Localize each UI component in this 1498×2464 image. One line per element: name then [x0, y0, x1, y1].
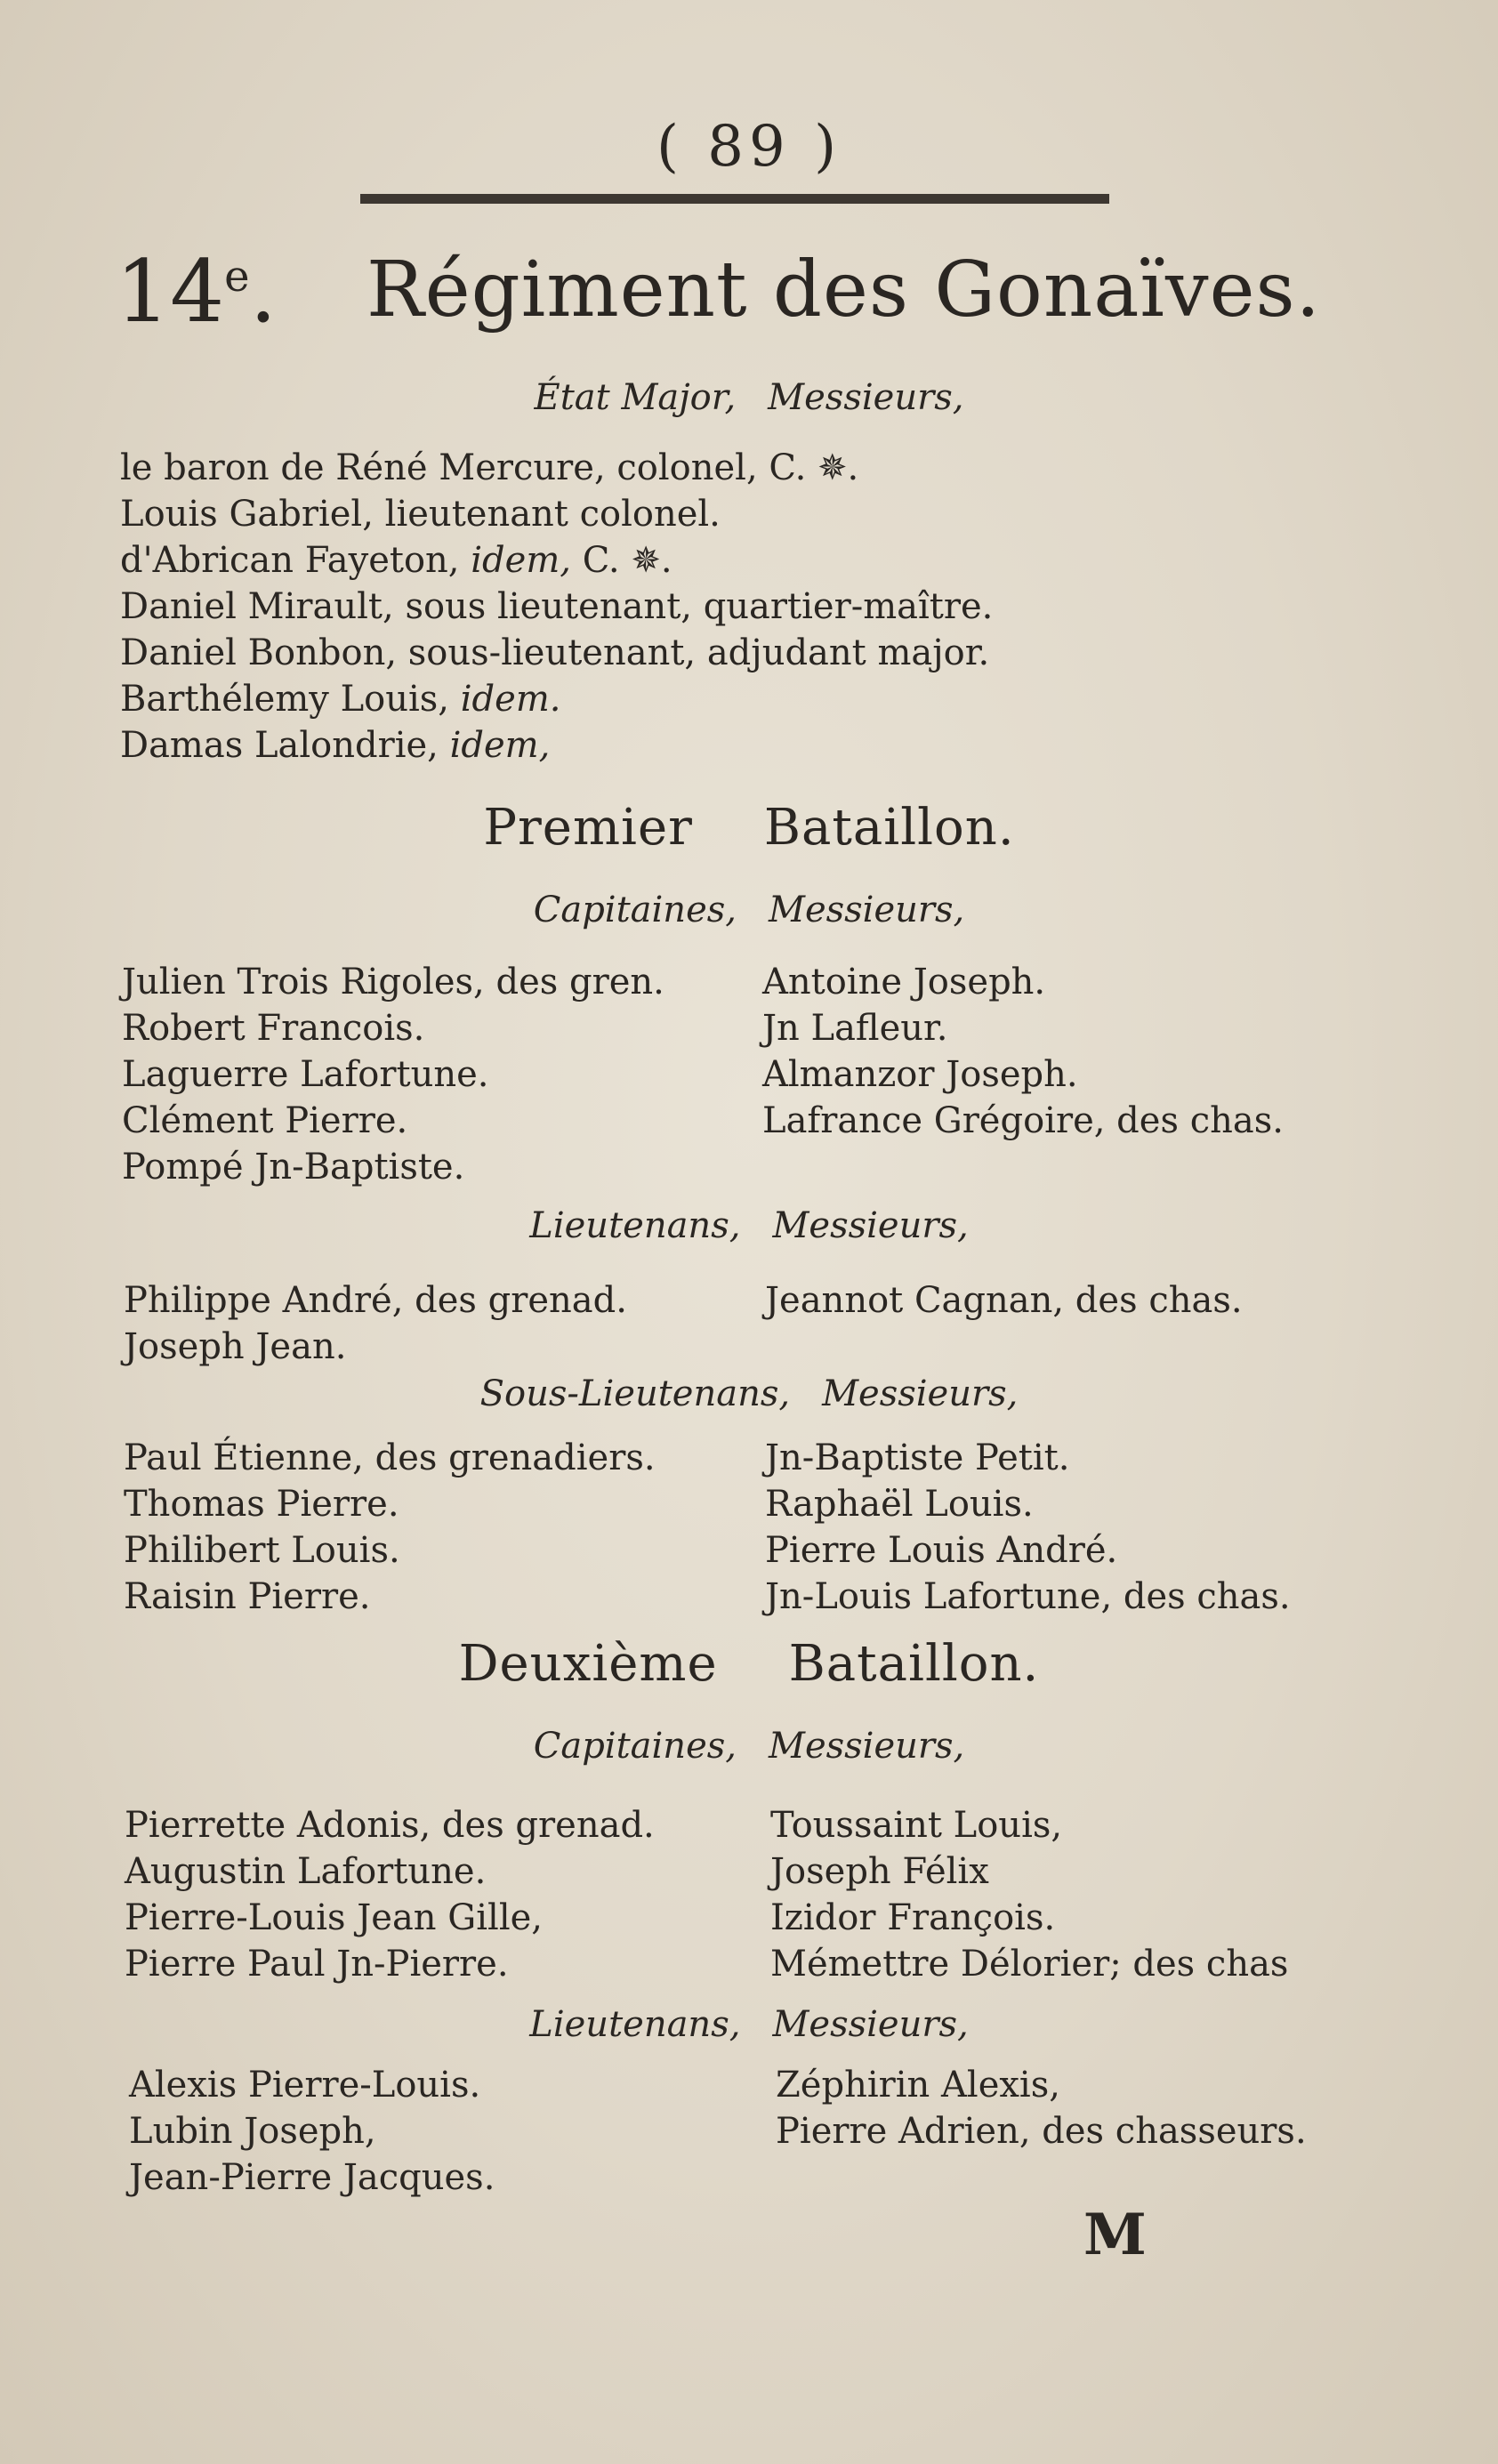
capitaines-heading-1: Capitaines, Messieurs, [533, 890, 965, 930]
list-item: Daniel Bonbon, sous-lieutenant, adjudant major. [120, 632, 990, 673]
list-item: Pierrette Adonis, des grenad. [125, 1805, 655, 1846]
regiment-number [116, 242, 278, 342]
lieutenans-2-left [129, 2062, 495, 2201]
sous-lieutenans-left [124, 1435, 656, 1620]
premier-bataillon-heading [0, 799, 1498, 857]
list-item: Raphaël Louis. [765, 1484, 1034, 1525]
list-item: Mémettre Délorier; des chas [770, 1944, 1289, 1985]
list-item: Philibert Louis. [124, 1530, 400, 1571]
etat-major-list [120, 445, 993, 769]
list-item: le baron de Réné Mercure, colonel, C. ✵. [120, 447, 859, 488]
list-item: Pompé Jn-Baptiste. [122, 1147, 465, 1188]
list-item: Louis Gabriel, lieutenant colonel. [120, 494, 721, 535]
etat-major-heading [0, 377, 1498, 418]
capitaines-heading-2: Capitaines, Messieurs, [533, 1726, 965, 1767]
list-item: Jeannot Cagnan, des chas. [765, 1280, 1243, 1321]
lieutenans-1-left [124, 1277, 627, 1370]
list-item: Barthélemy Louis, idem. [120, 679, 561, 720]
list-item: Pierre Adrien, des chasseurs. [776, 2111, 1307, 2152]
capitaines-1-right [762, 959, 1284, 1144]
capitaines-2-left [125, 1802, 655, 1987]
list-item: Antoine Joseph. [762, 962, 1046, 1003]
sous-lieutenans-right [765, 1435, 1291, 1620]
regiment-title: Régiment des Gonaïves. [366, 246, 1321, 334]
list-item: Jn Lafleur. [762, 1008, 948, 1049]
etat-major-label: État Major, [534, 377, 737, 418]
lieutenans-heading-2: Lieutenans, Messieurs, [529, 2004, 969, 2045]
header-rule [360, 194, 1109, 204]
etat-major-messieurs: Messieurs, [768, 377, 964, 418]
legion-star-icon: ✵. [817, 447, 859, 488]
list-item: Jean-Pierre Jacques. [129, 2157, 495, 2198]
list-item: Lafrance Grégoire, des chas. [762, 1100, 1284, 1141]
list-item: Laguerre Lafortune. [122, 1054, 489, 1095]
list-item: Lubin Joseph, [129, 2111, 376, 2152]
regiment-number-value: 14 [116, 242, 225, 342]
legion-star-icon: ✵. [631, 540, 672, 581]
list-item: Pierre Paul Jn-Pierre. [125, 1944, 509, 1985]
list-item: Pierre Louis André. [765, 1530, 1118, 1571]
capitaines-1-left [122, 959, 664, 1190]
page-number: ( 89 ) [656, 114, 842, 180]
deuxieme-bataillon-heading [0, 1635, 1498, 1693]
lieutenans-heading-1: Lieutenans, Messieurs, [529, 1205, 969, 1246]
signature-mark: M [1083, 2202, 1147, 2268]
list-item: Paul Étienne, des grenadiers. [124, 1437, 656, 1478]
regiment-number-suffix: e [224, 252, 250, 302]
sous-lieutenans-heading: Sous-Lieutenans, Messieurs, [479, 1373, 1019, 1414]
list-item: Toussaint Louis, [770, 1805, 1063, 1846]
lieutenans-2-right [776, 2062, 1307, 2154]
list-item: Pierre-Louis Jean Gille, [125, 1897, 543, 1938]
list-item: Daniel Mirault, sous lieutenant, quartier-maître. [120, 586, 994, 627]
list-item: Almanzor Joseph. [762, 1054, 1078, 1095]
premier-label: Premier [483, 799, 693, 857]
capitaines-2-right [770, 1802, 1288, 1987]
list-item: Thomas Pierre. [124, 1484, 399, 1525]
list-item: Philippe André, des grenad. [124, 1280, 627, 1321]
regiment-number-dot: . [249, 242, 278, 342]
list-item: Jn-Baptiste Petit. [765, 1437, 1070, 1478]
list-item: Augustin Lafortune. [125, 1851, 487, 1892]
list-item: Clément Pierre. [122, 1100, 408, 1141]
list-item: Zéphirin Alexis, [776, 2065, 1060, 2106]
list-item: Jn-Louis Lafortune, des chas. [765, 1576, 1291, 1617]
list-item: Damas Lalondrie, idem, [120, 725, 551, 766]
list-item: Izidor François. [770, 1897, 1056, 1938]
list-item: d'Abrican Fayeton, idem, C. ✵. [120, 540, 672, 581]
lieutenans-1-right [765, 1277, 1243, 1324]
bataillon-label: Bataillon. [763, 799, 1015, 857]
list-item: Joseph Félix [770, 1851, 989, 1892]
list-item: Alexis Pierre-Louis. [129, 2065, 481, 2106]
bataillon-label: Bataillon. [788, 1635, 1040, 1693]
list-item: Julien Trois Rigoles, des gren. [122, 962, 664, 1003]
list-item: Joseph Jean. [124, 1326, 347, 1367]
deuxieme-label: Deuxième [458, 1635, 718, 1693]
list-item: Raisin Pierre. [124, 1576, 371, 1617]
list-item: Robert Francois. [122, 1008, 425, 1049]
